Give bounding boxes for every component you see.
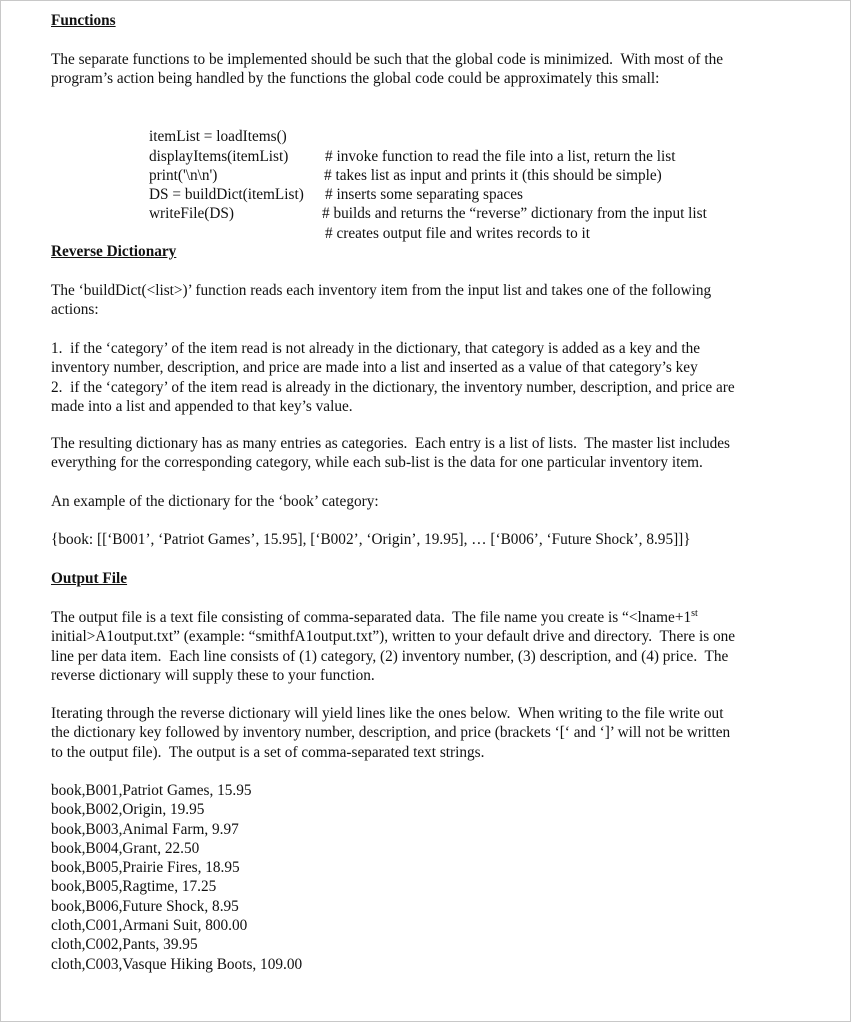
- example-intro: An example of the dictionary for the ‘book’ category:: [51, 493, 379, 510]
- sample-line: cloth,C003,Vasque Hiking Boots, 109.00: [51, 955, 303, 973]
- code-line: print('\n\n') # inserts some separating spaces: [149, 166, 523, 204]
- sample-line: cloth,C001,Armani Suit, 800.00: [51, 917, 248, 935]
- output-file-description: The output file is a text file consisting of comma-separated data. The file name you create is “<lname+1st initial>A1output.txt” (example: “smithfA1output.txt”), written to your default drive and directory. There is one line per data item. Each line consists of (1) category, (2) inventory number, (3) description, and (4) price. The reverse dictionary will supply these to your function.: [51, 607, 736, 684]
- reverse-dictionary-result: The resulting dictionary has as many entries as categories. Each entry is a list of lists. The master list includes everything for the corresponding category, while each sub-list is the data for one particular inventory item.: [51, 435, 730, 472]
- sample-line: book,B003,Animal Farm, 9.97: [51, 820, 239, 838]
- sample-line: book,B001,Patriot Games, 15.95: [51, 782, 252, 799]
- sample-line: book,B005,Prairie Fires, 18.95: [51, 859, 240, 877]
- reverse-dictionary-steps: 1. if the ‘category’ of the item read is not already in the dictionary, that category is added as a key and the inventory number, description, and price are made into a list and inserted as a value of that category’s key 2. if the ‘category’ of the item read is already in the dictionary, the inventory number, description, and price are made into a list and appended to that key’s value.: [51, 340, 735, 415]
- sample-output-lines: [51, 781, 302, 974]
- code-line: displayItems(itemList) # takes list as input and prints it (this should be simple): [149, 147, 662, 184]
- reverse-dictionary-intro: The ‘buildDict(<list>)’ function reads each inventory item from the input list and takes one of the following actions:: [51, 282, 712, 319]
- example-dictionary: {book: [[‘B001’, ‘Patriot Games’, 15.95], [‘B002’, ‘Origin’, 19.95], … [‘B006’, ‘Future Shock’, 8.95]]}: [51, 531, 691, 548]
- output-file-heading: Output File: [51, 570, 128, 587]
- sample-line: book,B004,Grant, 22.50: [51, 839, 200, 857]
- sample-line: book,B005,Ragtime, 17.25: [51, 878, 217, 896]
- iteration-description: Iterating through the reverse dictionary will yield lines like the ones below. When writing to the file write out the dictionary key followed by inventory number, description, and price (brackets ‘[‘ and ‘]’ will not be written to the output file). The output is a set of comma-separated text strings.: [51, 705, 731, 761]
- functions-intro: The separate functions to be implemented should be such that the global code is minimized. With most of the program’s action being handled by the functions the global code could be approximately this small:: [51, 51, 724, 88]
- global-code-block: [149, 108, 707, 242]
- sample-line: book,B002,Origin, 19.95: [51, 801, 205, 819]
- functions-heading: Functions: [51, 12, 116, 29]
- code-line: DS = buildDict(itemList) # builds and returns the “reverse” dictionary from the input list: [149, 186, 707, 223]
- code-line: itemList = loadItems() # invoke function to read the file into a list, return the list: [149, 128, 676, 165]
- reverse-dictionary-heading: Reverse Dictionary: [51, 243, 177, 260]
- sample-line: cloth,C002,Pants, 39.95: [51, 936, 198, 954]
- code-line: writeFile(DS) # creates output file and writes records to it: [149, 205, 591, 242]
- sample-line: book,B006,Future Shock, 8.95: [51, 897, 239, 915]
